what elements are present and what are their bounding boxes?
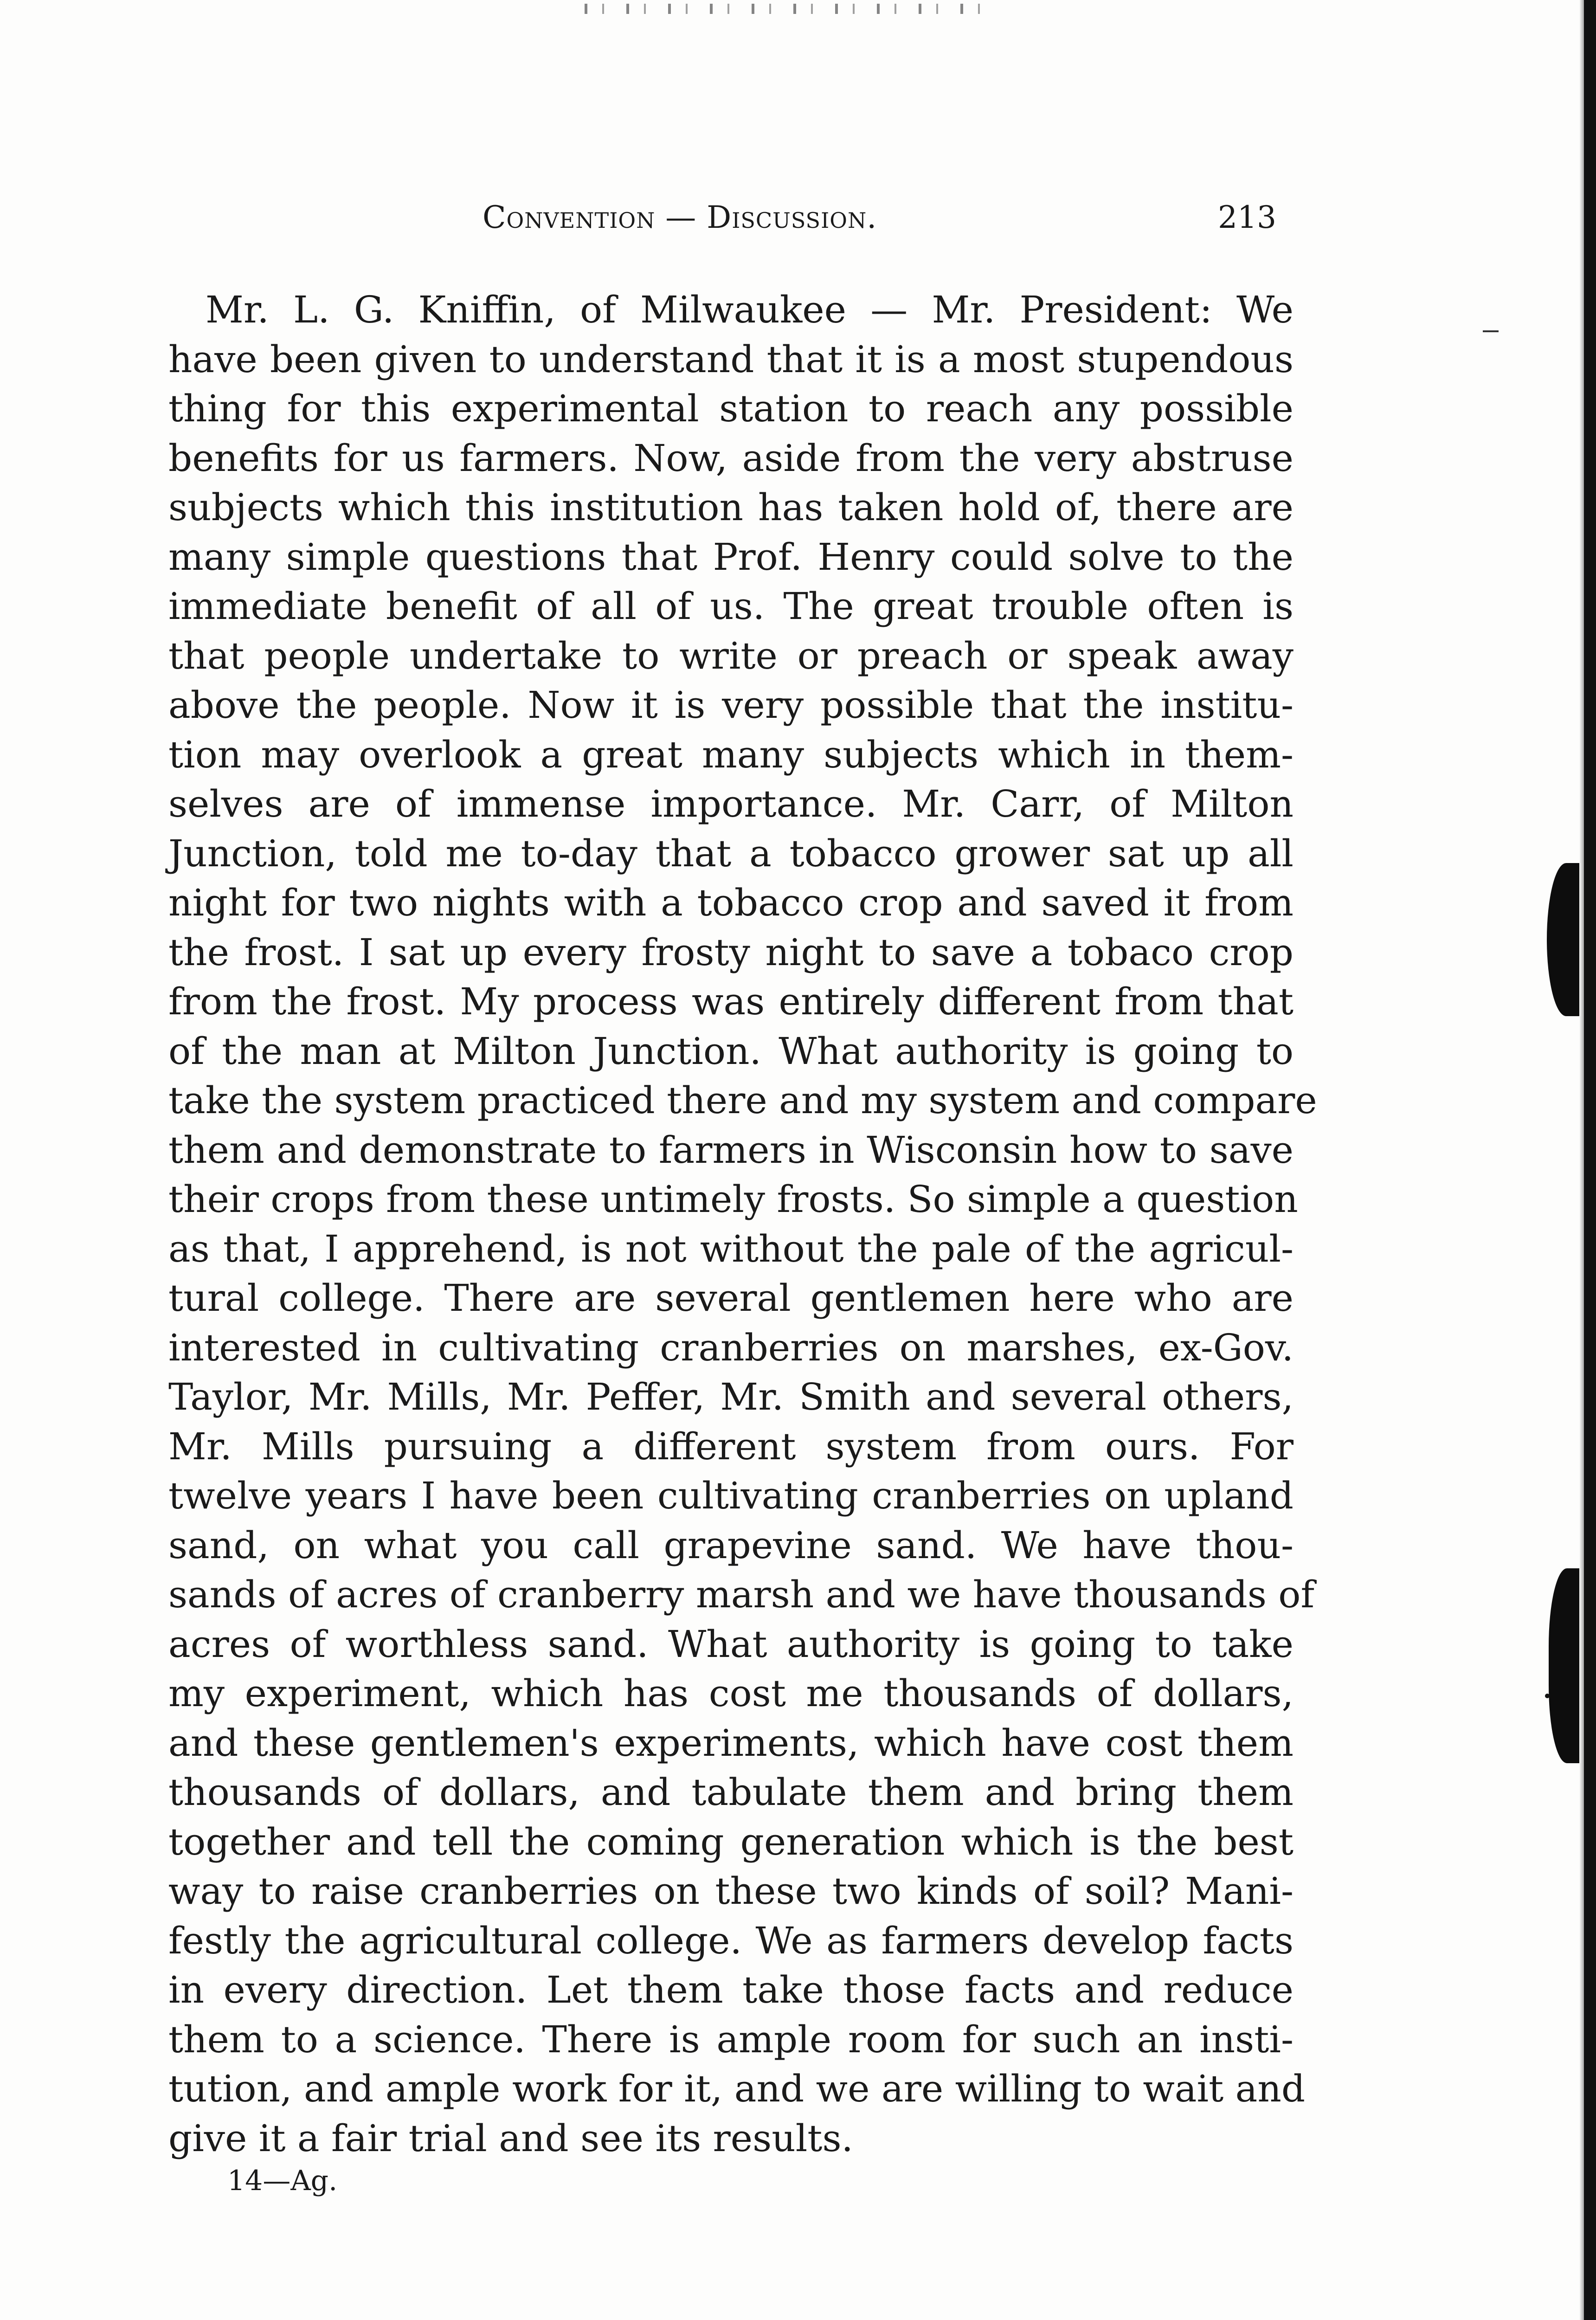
- text-line: Taylor, Mr. Mills, Mr. Peffer, Mr. Smith and several others,: [168, 1375, 1294, 1418]
- text-line: in every direction. Let them take those facts and reduce: [168, 1968, 1294, 2011]
- text-line: and these gentlemen's experiments, which have cost them: [168, 1721, 1294, 1765]
- scan-speck: [1483, 330, 1499, 332]
- running-head-title: Convention — Discussion.: [483, 200, 877, 235]
- scan-artifact-top: [585, 4, 993, 14]
- text-line: my experiment, which has cost me thousands of dollars,: [168, 1672, 1294, 1715]
- text-line: sand, on what you call grapevine sand. We have thou-: [168, 1523, 1294, 1567]
- text-line: sands of acres of cranberry marsh and we have thousands of: [168, 1573, 1315, 1616]
- text-line: acres of worthless sand. What authority is going to take: [168, 1622, 1294, 1666]
- text-line: thing for this experimental station to reach any possible: [168, 387, 1294, 430]
- scan-blot: [1549, 1568, 1579, 1763]
- text-line: of the man at Milton Junction. What authority is going to: [168, 1029, 1294, 1073]
- text-line: together and tell the coming generation which is the best: [168, 1820, 1294, 1863]
- signature-mark: 14—Ag.: [227, 2165, 338, 2197]
- scan-blot: [1547, 863, 1579, 1016]
- text-line: selves are of immense importance. Mr. Carr, of Milton: [168, 782, 1294, 825]
- text-line: tion may overlook a great many subjects which in them-: [168, 733, 1294, 776]
- text-line: many simple questions that Prof. Henry could solve to the: [168, 535, 1294, 579]
- text-line: Mr. L. G. Kniffin, of Milwaukee — Mr. President: We: [206, 288, 1294, 331]
- text-line: them and demonstrate to farmers in Wisconsin how to save: [168, 1128, 1294, 1172]
- page-edge-shadow: [1579, 0, 1584, 2320]
- text-line: interested in cultivating cranberries on marshes, ex-Gov.: [168, 1326, 1294, 1369]
- text-line: from the frost. My process was entirely different from that: [168, 980, 1294, 1023]
- text-line: as that, I apprehend, is not without the pale of the agricul-: [168, 1227, 1294, 1270]
- text-line: Mr. Mills pursuing a different system from ours. For: [168, 1424, 1294, 1468]
- text-line: benefits for us farmers. Now, aside from the very abstruse: [168, 436, 1294, 480]
- body-paragraph: [168, 285, 1317, 2163]
- text-line: have been given to understand that it is a most stupendous: [168, 337, 1294, 381]
- text-line: give it a fair trial and see its results.: [168, 2116, 853, 2160]
- text-line: that people undertake to write or preach or speak away: [168, 634, 1294, 677]
- text-line: them to a science. There is ample room for such an insti-: [168, 2017, 1294, 2061]
- text-line: the frost. I sat up every frosty night to save a tobaco crop: [168, 930, 1294, 974]
- scan-speck: [1545, 1694, 1550, 1698]
- text-line: their crops from these untimely frosts. So simple a question: [168, 1178, 1298, 1221]
- page-number: 213: [1218, 200, 1276, 235]
- text-line: twelve years I have been cultivating cranberries on upland: [168, 1474, 1294, 1517]
- text-line: festly the agricultural college. We as farmers develop facts: [168, 1919, 1294, 1962]
- text-line: take the system practiced there and my system and compare: [168, 1079, 1317, 1122]
- running-head: [0, 200, 1596, 246]
- text-line: night for two nights with a tobacco crop and saved it from: [168, 881, 1294, 924]
- text-line: immediate benefit of all of us. The great trouble often is: [168, 585, 1294, 628]
- text-line: way to raise cranberries on these two kinds of soil? Mani-: [168, 1869, 1294, 1913]
- text-line: tution, and ample work for it, and we are willing to wait and: [168, 2067, 1306, 2110]
- text-line: tural college. There are several gentlemen here who are: [168, 1276, 1294, 1320]
- text-line: thousands of dollars, and tabulate them and bring them: [168, 1771, 1294, 1814]
- text-line: Junction, told me to-day that a tobacco grower sat up all: [168, 831, 1294, 875]
- text-line: subjects which this institution has taken hold of, there are: [168, 486, 1294, 529]
- text-line: above the people. Now it is very possible that the institu-: [168, 683, 1294, 727]
- scan-border-right: [1584, 0, 1596, 2320]
